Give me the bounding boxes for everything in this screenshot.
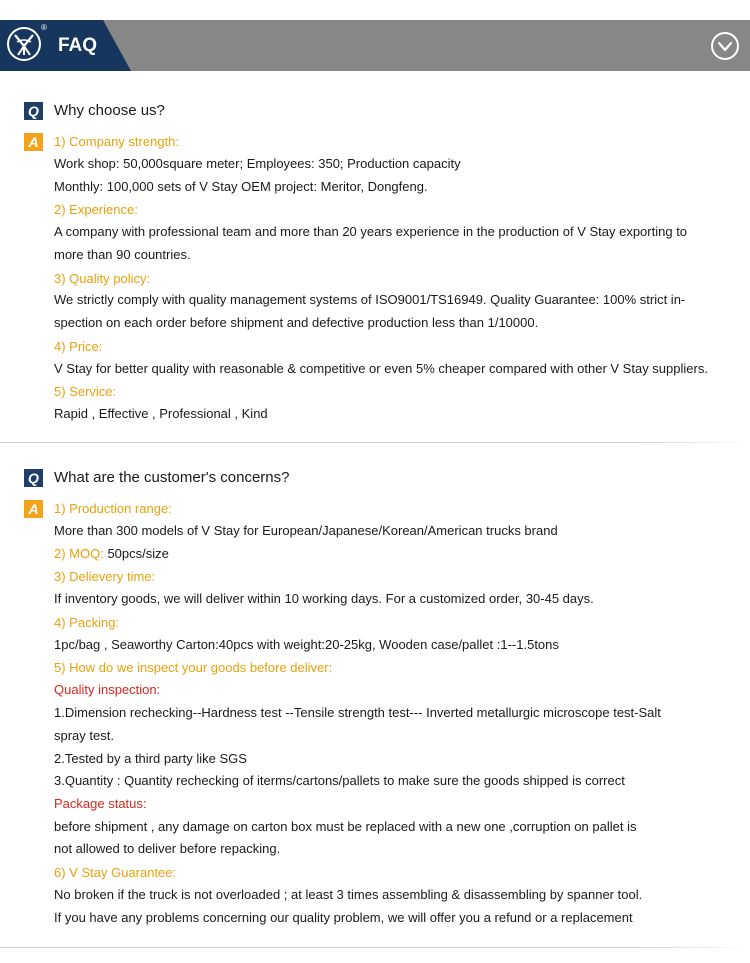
answer-line: Rapid , Effective , Professional , Kind (54, 406, 268, 421)
moq-label: 2) MOQ: (54, 546, 104, 561)
answer-line: No broken if the truck is not overloaded ; at least 3 times assembling & disassembling by spanner tool. (54, 887, 643, 902)
answer-line: more than 90 countries. (54, 247, 191, 262)
section-divider (0, 442, 750, 443)
answer-heading: 3) Quality policy: (54, 271, 151, 286)
brand-logo-icon (6, 26, 42, 62)
answer-subheading: Quality inspection: (54, 682, 161, 697)
answer-heading: 4) Packing: (54, 615, 120, 630)
question-badge: Q (24, 469, 43, 487)
faq-header-bar (0, 20, 750, 71)
answer-heading: 3) Delievery time: (54, 569, 156, 584)
answer-line: More than 300 models of V Stay for European/Japanese/Korean/American trucks brand (54, 523, 558, 538)
answer-line: 1.Dimension rechecking--Hardness test --Tensile strength test--- Inverted metallurgic microscope test-Salt (54, 705, 661, 720)
answer-heading: 5) Service: (54, 384, 117, 399)
answer-line: 1pc/bag , Seaworthy Carton:40pcs with weight:20-25kg, Wooden case/pallet :1--1.5tons (54, 637, 559, 652)
answer-line: before shipment , any damage on carton box must be replaced with a new one ,corruption on pallet is (54, 819, 637, 834)
page-title: FAQ (58, 35, 98, 56)
answer-line: We strictly comply with quality management systems of ISO9001/TS16949. Quality Guarantee: 100% strict in- (54, 292, 686, 307)
answer-line: If you have any problems concerning our quality problem, we will offer you a refund or a replacement (54, 910, 633, 925)
answer-badge: A (24, 500, 43, 518)
moq-value: 50pcs/size (103, 546, 169, 561)
answer-line: spection on each order before shipment and defective production less than 1/10000. (54, 315, 539, 330)
answer-heading: 2) Experience: (54, 202, 138, 217)
answer-line: Monthly: 100,000 sets of V Stay OEM project: Meritor, Dongfeng. (54, 179, 428, 194)
answer-heading: 6) V Stay Guarantee: (54, 865, 177, 880)
question-badge: Q (24, 102, 43, 120)
answer-line: A company with professional team and more than 20 years experience in the production of V Stay exporting to (54, 224, 688, 239)
answer-line: spray test. (54, 728, 114, 743)
section-divider (0, 947, 750, 948)
answer-heading: 1) Production range: (54, 501, 172, 516)
answer-line: 3.Quantity : Quantity rechecking of iterms/cartons/pallets to make sure the goods shipped is correct (54, 773, 625, 788)
answer-line: Work shop: 50,000square meter; Employees: 350; Production capacity (54, 156, 461, 171)
question-text: What are the customer's concerns? (54, 469, 290, 486)
answer-heading: 5) How do we inspect your goods before deliver: (54, 660, 333, 675)
answer-line: 2.Tested by a third party like SGS (54, 751, 247, 766)
answer-line: V Stay for better quality with reasonable & competitive or even 5% cheaper compared with other V Stay suppliers. (54, 361, 708, 376)
answer-heading: 4) Price: (54, 339, 103, 354)
answer-subheading: Package status: (54, 796, 147, 811)
answer-line: If inventory goods, we will deliver within 10 working days. For a customized order, 30-45 days. (54, 591, 594, 606)
expand-chevron-icon[interactable] (710, 31, 740, 61)
answer-heading-moq (54, 545, 169, 563)
answer-badge: A (24, 133, 43, 151)
answer-line: not allowed to deliver before repacking. (54, 841, 281, 856)
answer-heading: 1) Company strength: (54, 134, 180, 149)
question-text: Why choose us? (54, 102, 165, 119)
registered-mark: ® (41, 23, 47, 32)
